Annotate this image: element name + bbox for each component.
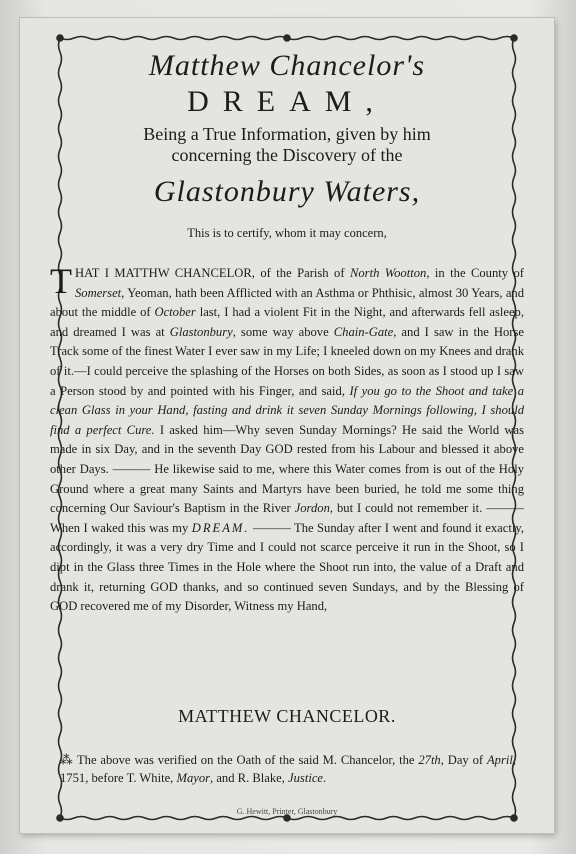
body-text-2: , in the County of xyxy=(426,266,524,280)
signature: MATTHEW CHANCELOR. xyxy=(178,706,396,726)
body-text-5: , some way above xyxy=(232,324,334,339)
testimony-body xyxy=(50,261,524,617)
certify-line: This is to certify, whom it may concern, xyxy=(187,226,387,240)
place-chain-gate: Chain-Gate xyxy=(333,324,394,339)
border-ornament xyxy=(511,35,517,41)
body-text-8: , but I could not remember it. ——— When I waked this was my xyxy=(50,501,524,535)
border-ornament xyxy=(57,35,63,41)
asterism-mark: ⁂ xyxy=(60,753,74,767)
verified-mayor: Mayor xyxy=(176,771,211,785)
place-somerset: Somerset xyxy=(75,285,122,300)
body-text-3: , Yeoman, hath been Afflicted with an Asthma or Phthisic, almost 30 Years, and about the middle of xyxy=(50,285,524,320)
body-text-6: , and I saw in the Horse Track some of the finest Water I ever saw in my Life; I kneeled down on my Knees and drank of it.—I could perceive the splashing of the Horses on both Sides, as soon as I stood up I saw a Person stood by and pointed with his Finger, and said, xyxy=(50,324,524,398)
title-dream: DREAM, xyxy=(187,85,387,118)
place-north-wootton: North Wootton xyxy=(349,266,427,280)
dream-word: DREAM. xyxy=(191,520,250,535)
river-jordon: Jordon xyxy=(294,501,330,516)
verified-month: April xyxy=(486,753,513,767)
subtitle-line-1: Being a True Information, given by him xyxy=(143,124,431,144)
body-text-4: last, I had a violent Fit in the Night, and afterwards fell asleep, and dreamed I was at xyxy=(50,305,524,339)
printer-imprint: G. Hewitt, Printer, Glastonbury xyxy=(236,807,338,816)
verification-note xyxy=(60,751,516,787)
verified-text-1: The above was verified on the Oath of the said M. Chancelor, the xyxy=(73,753,419,767)
month-october: October xyxy=(154,305,196,320)
title-glastonbury: Glastonbury Waters, xyxy=(153,175,421,208)
broadside-sheet xyxy=(20,18,554,833)
body-text-1: HAT I MATTHW CHANCELOR, of the Parish of xyxy=(75,266,350,280)
place-glastonbury: Glastonbury xyxy=(169,324,233,339)
border-ornament xyxy=(284,35,290,41)
header-block xyxy=(70,48,504,241)
title-line-1: Matthew Chancelor's xyxy=(148,49,426,82)
dropcap: T xyxy=(50,261,72,301)
verified-text-5: . xyxy=(323,771,327,785)
verified-day: 27th xyxy=(418,753,441,767)
verified-text-2: , Day of xyxy=(440,753,487,767)
body-text-9: ——— The Sunday after I went and found it exactly, accordingly, it was a very dry Time and I could not scarce perceive it run in the Shoot, so I dipt in the Glass three Times in the Hole where the Shoot run into, the value of a Draft and drank it, returning GOD thanks, and so continued seven Sundays, and by the Blessing of GOD recovered me of my Disorder, Witness my Hand, xyxy=(50,520,524,614)
body-text-7: I asked him—Why seven Sunday Mornings? He said the World was made in six Day, and in the seventh Day GOD rested from his Labour and blessed it above other Days. ——— He likewise said to me, where this Water comes from is out of the Holy Ground where a great many Saints and Martyrs have been buried, he told me some thing concerning Our Saviour's Baptism in the River xyxy=(50,422,524,516)
verified-justice: Justice xyxy=(288,771,324,785)
quote-instruction: If you go to the Shoot and take a clean Glass in your Hand, fasting and drink it seven Sunday Mornings following, I should find a perfect Cure. xyxy=(50,383,524,437)
verified-text-4: , and R. Blake, xyxy=(210,771,289,785)
subtitle-line-2: concerning the Discovery of the xyxy=(171,145,403,165)
verified-text-3: , 1751, before T. White, xyxy=(60,753,516,785)
